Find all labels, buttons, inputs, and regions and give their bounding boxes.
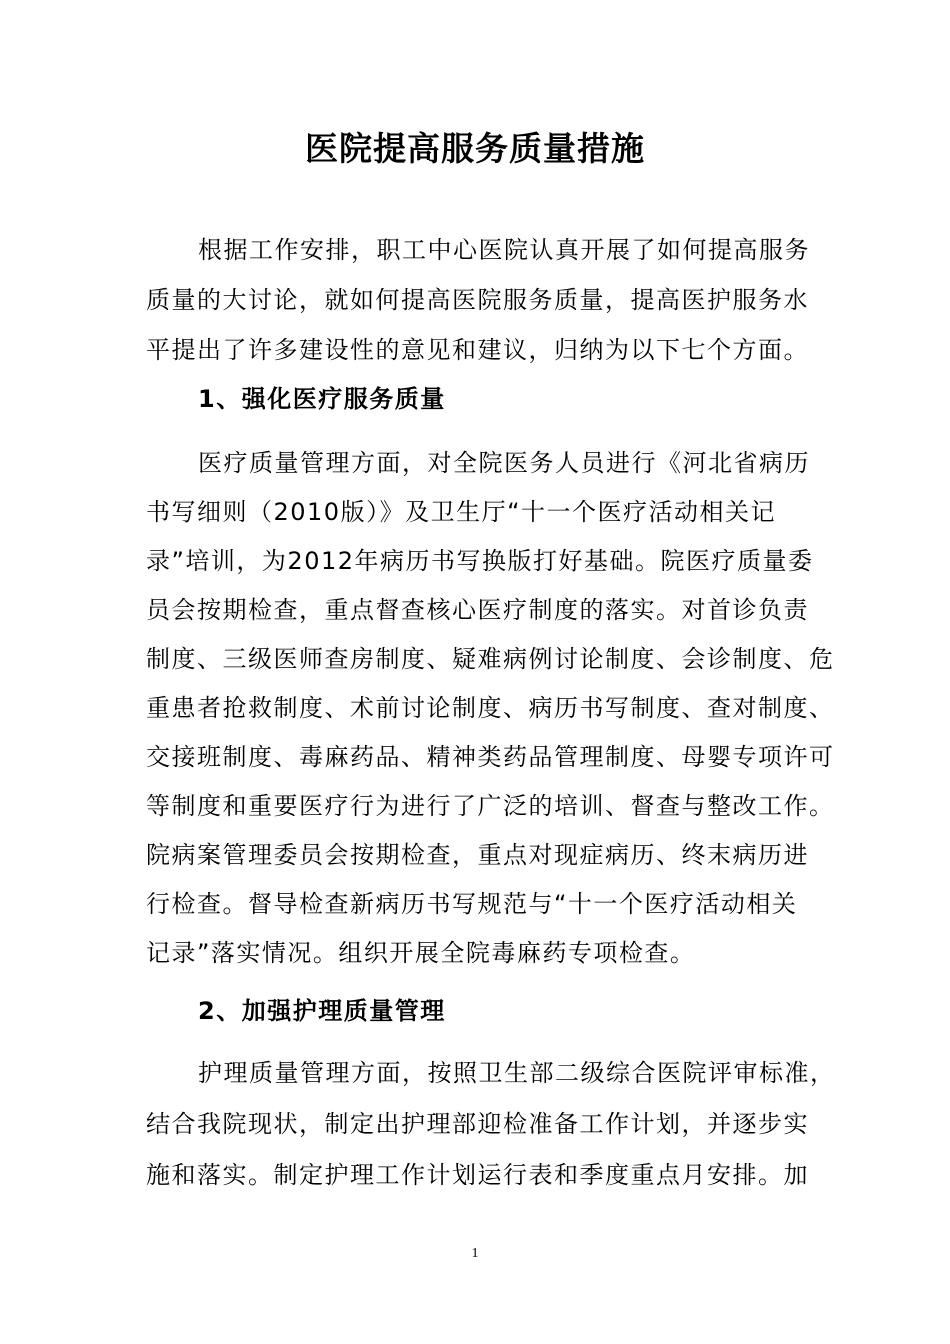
paragraph-line: 等制度和重要医疗行为进行了广泛的培训、督查与整改工作。 [146,792,835,820]
paragraph-line: 制度、三级医师查房制度、疑难病例讨论制度、会诊制度、危 [146,645,835,673]
paragraph-line: 根据工作安排，职工中心医院认真开展了如何提高服务 [198,236,810,264]
paragraph-line: 记录”落实情况。组织开展全院毒麻药专项检查。 [146,939,696,967]
section-heading-1: 1、强化医疗服务质量 [198,385,446,413]
paragraph-line: 结合我院现状，制定出护理部迎检准备工作计划，并逐步实 [146,1110,809,1138]
paragraph-line: 护理质量管理方面，按照卫生部二级综合医院评审标准， [198,1059,836,1087]
paragraph-line: 员会按期检查，重点督查核心医疗制度的落实。对首诊负责 [146,596,809,624]
paragraph-line: 交接班制度、毒麻药品、精神类药品管理制度、母婴专项许可 [146,743,835,771]
page-title: 医院提高服务质量措施 [305,129,645,168]
paragraph-line: 书写细则（2010版）》及卫生厅“十一个医疗活动相关记 [146,498,777,526]
page-number: 1 [471,1246,479,1261]
paragraph-line: 院病案管理委员会按期检查，重点对现症病历、终末病历进 [146,841,809,869]
paragraph-line: 施和落实。制定护理工作计划运行表和季度重点月安排。加 [146,1161,809,1189]
paragraph-line: 录”培训，为2012年病历书写换版打好基础。院医疗质量委 [146,547,814,575]
section-heading-2: 2、加强护理质量管理 [198,997,446,1025]
paragraph-line: 重患者抢救制度、术前讨论制度、病历书写制度、查对制度、 [146,694,835,722]
paragraph-line: 平提出了许多建设性的意见和建议，归纳为以下七个方面。 [146,336,809,364]
paragraph-line: 医疗质量管理方面，对全院医务人员进行《河北省病历 [198,449,810,477]
paragraph-line: 质量的大讨论，就如何提高医院服务质量，提高医护服务水 [146,286,809,314]
paragraph-line: 行检查。督导检查新病历书写规范与“十一个医疗活动相关 [146,890,798,918]
